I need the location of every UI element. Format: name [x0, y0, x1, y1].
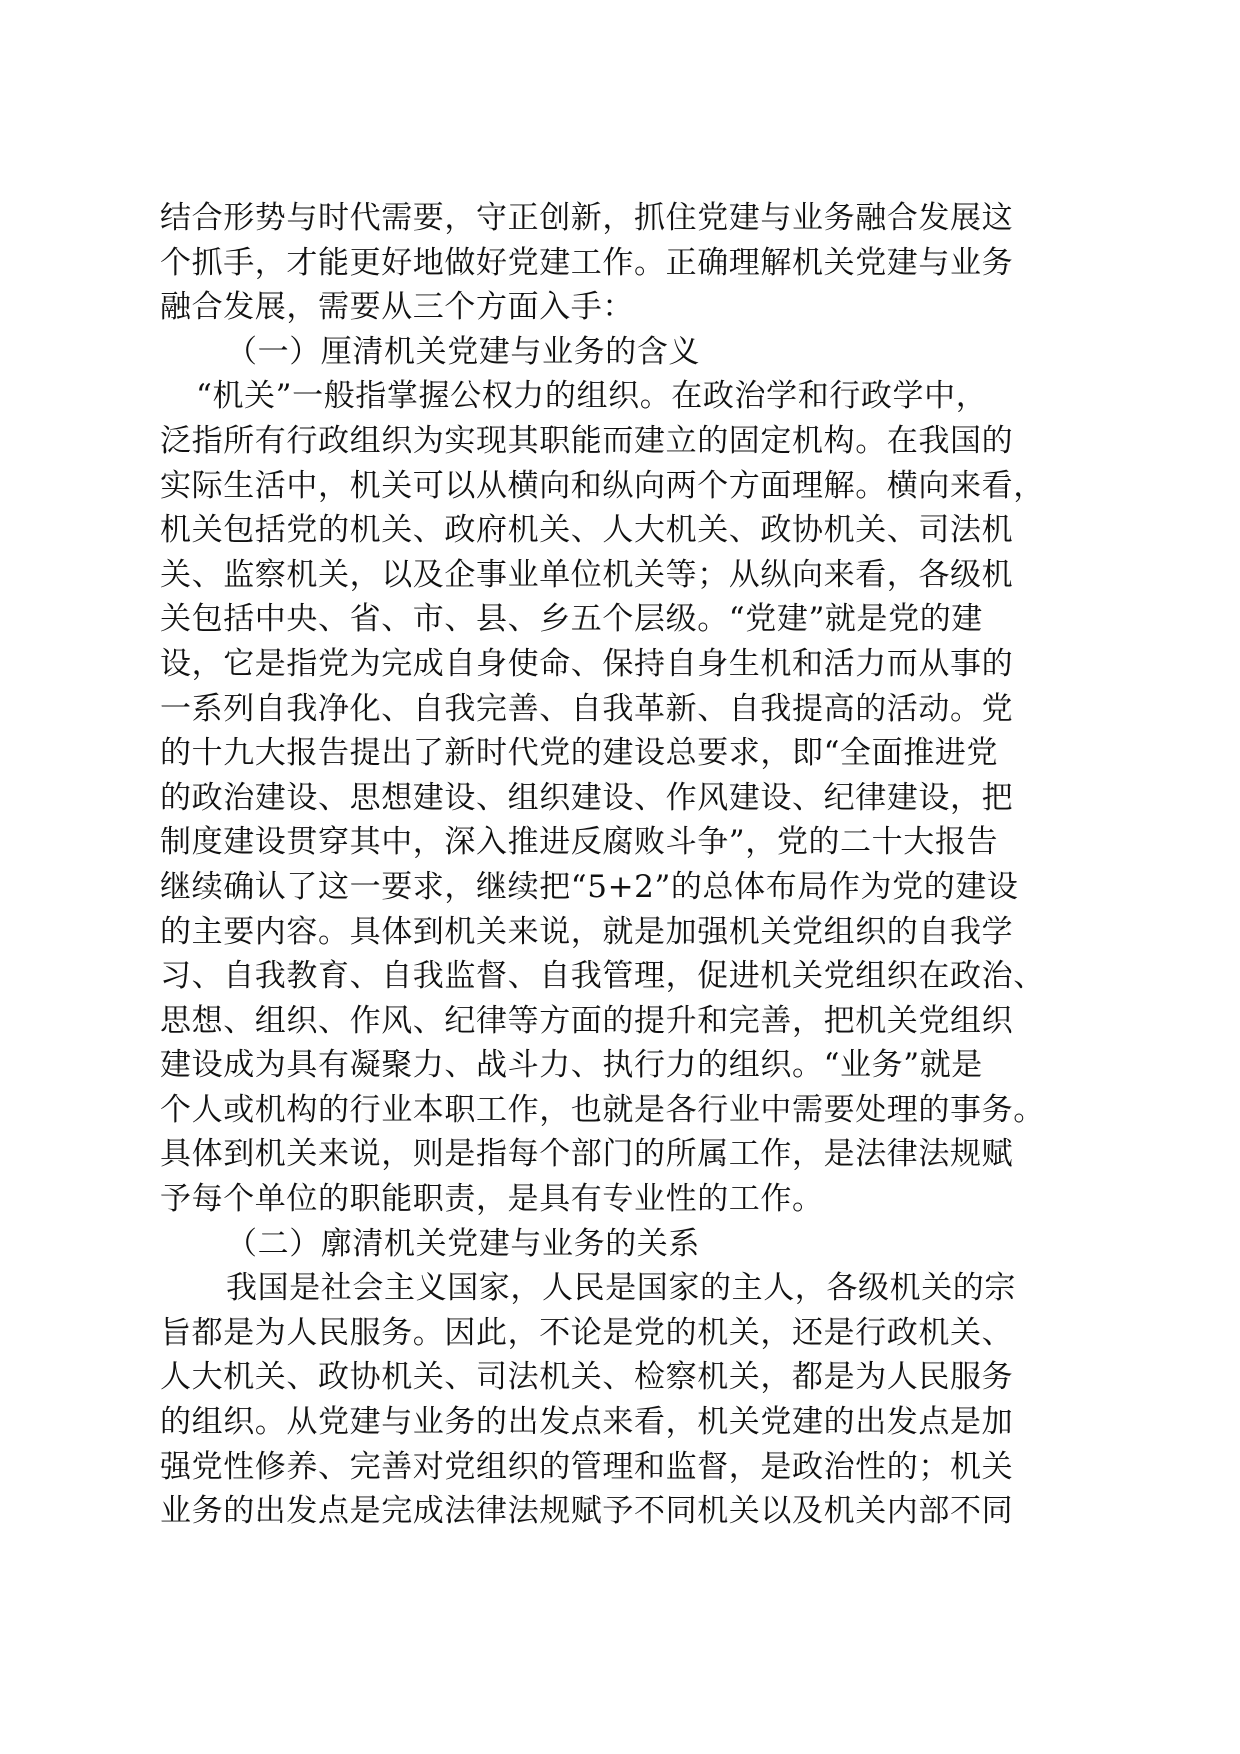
text-line: 个抓手，才能更好地做好党建工作。正确理解机关党建与业务: [160, 244, 1014, 281]
text-line: 予每个单位的职能职责，是具有专业性的工作。: [160, 1181, 824, 1218]
text-line: 建设成为具有凝聚力、战斗力、执行力的组织。“业务”就是: [160, 1047, 983, 1084]
text-line: 融合发展，需要从三个方面入手：: [160, 289, 634, 326]
text-line: 强党性修养、完善对党组织的管理和监督，是政治性的；机关: [160, 1448, 1014, 1485]
text-line: 的十九大报告提出了新时代党的建设总要求，即“全面推进党: [160, 735, 999, 772]
text-line: 设，它是指党为完成自身使命、保持自身生机和活力而从事的: [160, 645, 1014, 682]
section-heading-2: （二）廓清机关党建与业务的关系: [226, 1225, 700, 1262]
document-body: [160, 196, 1080, 1534]
text-line: 泛指所有行政组织为实现其职能而建立的固定机构。在我国的: [160, 422, 1014, 459]
text-line: 我国是社会主义国家，人民是国家的主人，各级机关的宗: [226, 1270, 1016, 1307]
section-heading-1: （一）厘清机关党建与业务的含义: [226, 333, 700, 370]
text-line: 机关包括党的机关、政府机关、人大机关、政协机关、司法机: [160, 512, 1014, 549]
text-line: 业务的出发点是完成法律法规赋予不同机关以及机关内部不同: [160, 1493, 1014, 1530]
text-line: 关包括中央、省、市、县、乡五个层级。“党建”就是党的建: [160, 601, 983, 638]
text-line: 习、自我教育、自我监督、自我管理，促进机关党组织在政治、: [160, 958, 1045, 995]
text-line: 的政治建设、思想建设、组织建设、作风建设、纪律建设，把: [160, 779, 1014, 816]
text-line: 关、监察机关，以及企事业单位机关等；从纵向来看，各级机: [160, 556, 1014, 593]
text-line: 人大机关、政协机关、司法机关、检察机关，都是为人民服务: [160, 1359, 1014, 1396]
text-line: 具体到机关来说，则是指每个部门的所属工作，是法律法规赋: [160, 1136, 1014, 1173]
text-line: 实际生活中，机关可以从横向和纵向两个方面理解。横向来看，: [160, 467, 1045, 504]
text-line: 一系列自我净化、自我完善、自我革新、自我提高的活动。党: [160, 690, 1014, 727]
text-line: 的主要内容。具体到机关来说，就是加强机关党组织的自我学: [160, 913, 1014, 950]
text-line: 制度建设贯穿其中，深入推进反腐败斗争”，党的二十大报告: [160, 824, 999, 861]
text-line: 继续确认了这一要求，继续把“5+2”的总体布局作为党的建设: [160, 868, 1019, 905]
text-line: 旨都是为人民服务。因此，不论是党的机关，还是行政机关、: [160, 1314, 1014, 1351]
text-line: “机关”一般指掌握公权力的组织。在政治学和行政学中，: [196, 378, 988, 415]
text-line: 个人或机构的行业本职工作，也就是各行业中需要处理的事务。: [160, 1091, 1045, 1128]
text-line: 的组织。从党建与业务的出发点来看，机关党建的出发点是加: [160, 1404, 1014, 1441]
text-line: 结合形势与时代需要，守正创新，抓住党建与业务融合发展这: [160, 200, 1014, 236]
text-line: 思想、组织、作风、纪律等方面的提升和完善，把机关党组织: [160, 1002, 1014, 1039]
